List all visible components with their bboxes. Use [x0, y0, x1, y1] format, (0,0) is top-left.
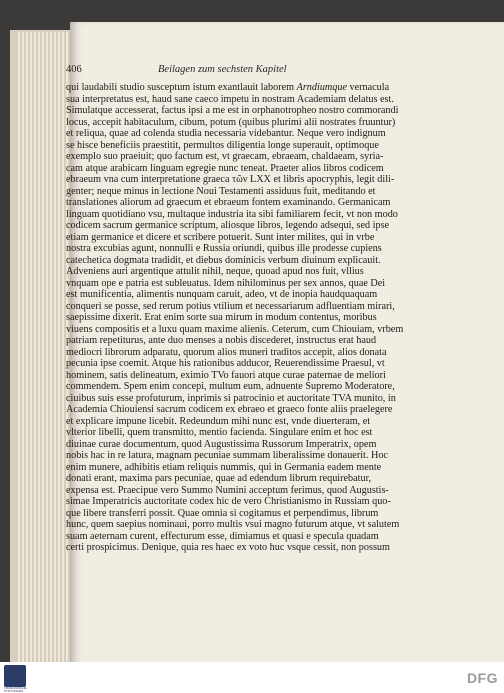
text-line: Adveniens auri argentique attulit nihil, neque, quoad apud nos fuit, vllius — [66, 266, 364, 277]
text-line: diuinae curae documentum, quod Augustissima Russorum Imperatrix, opem — [66, 438, 377, 450]
text-line: se hisce beneficiis praestitit, permultos diligentia longe superauit, optimoque — [66, 139, 379, 151]
text-line: Academia Chiouiensi sacrum codicem ex ebraeo et graeco fonte aliis praelegere — [66, 404, 393, 415]
text-line: vlterior libelli, quem transmitto, mentio facienda. Singulare enim et hoc est — [66, 427, 373, 438]
text-line: exemplo suo praeiuit; quo factum est, vt graecam, ebraeam, chaldaeam, syria- — [66, 151, 384, 162]
text-line: conqueri se posse, sed rerum potius vtilium et necessariarum adfluentiam mirari, — [66, 300, 395, 312]
text-line: pecunia ipse coemit. Atque his rationibus adducor, Reuerendissime Praesul, vt — [66, 358, 385, 369]
text-line: translationes aliorum ad graecum et ebraeum fontem examinando. Germanicam — [66, 197, 391, 208]
text-line: simae Imperatricis auctoritate codex hic de vero Christianismo in Russiam quo- — [66, 496, 391, 507]
text-line: enim munere, adhibitis etiam reliquis nummis, qui in Germania eadem mente — [66, 461, 382, 473]
text-line: catechetica dogmata tradidit, et diebus dominicis verbum diuinum explicauit. — [66, 254, 381, 266]
text-line: locus, accepit habitaculum, cibum, potum (quibus plurimi alii nostrates fruuntur) — [66, 116, 396, 128]
text-line: que libere transferri possit. Quae omnia si cogitamus et perpendimus, librum — [66, 507, 379, 519]
text-line: et reliqua, quae ad colenda studia necessaria videbantur. Neque vero indignum — [66, 128, 386, 139]
body-text — [66, 82, 428, 554]
text-line: cam atque arabicam linguam egregie nunc teneat. Praeter alios libros codicem — [66, 162, 384, 174]
text-line: linguam quotidiano vsu, multaque industria ita sibi familiarem fecit, vt non modo — [66, 208, 398, 220]
text-line: saepissime dixerit. Erat enim sorte sua mirum in modum contentus, moribus — [66, 312, 377, 323]
franckesche-stiftungen-logo — [4, 665, 32, 691]
running-head: Beilagen zum sechsten Kapitel — [158, 64, 287, 75]
dfg-logo: DFG — [466, 670, 498, 686]
viewer-footer — [0, 662, 504, 693]
text-line: hunc, quem saepius nominaui, porro multis vsui magno futurum atque, vt salutem — [66, 519, 400, 530]
text-line: sua interpretatus est, haud sane caeco impetu in nostram Academiam delatus est. — [66, 93, 394, 105]
text-line: patriam repetiturus, ante duo menses a nobis discederet, instructus erat haud — [66, 335, 377, 346]
text-line: suam aeternam curent, effecturum esse, dimiamus et quasi e specula quadam — [66, 530, 379, 542]
text-line: vnquam ope e patria est subleuatus. Idem nihilominus per sex annos, quae Dei — [66, 277, 386, 289]
text-line: ebraeum vna cum interpretatione graeca τῶν LXX et libris apocryphis, legit dili- — [66, 174, 395, 185]
text-line: qui laudabili studio susceptum istum exantlauit laborem Arndiumque vernacula — [66, 82, 390, 93]
text-line: mediocri librorum adparatu, quorum alios muneri traditos accepit, alios donata — [66, 346, 387, 358]
logo-emblem-icon — [4, 665, 26, 687]
text-line: nostra excubias agunt, nonnulli e Russia oriundi, quibus ille prodesse cupiens — [66, 243, 382, 254]
text-line: nobis hac in re latura, magnam pecuniae summam liberalissime donauerit. Hoc — [66, 450, 388, 461]
page-number: 406 — [66, 64, 82, 75]
text-line: donati erant, maxima pars pecuniae, quae ad edendum librum requirebatur, — [66, 473, 372, 484]
text-line: expensa est. Praecipue vero Summo Numini acceptum ferimus, quod Augustis- — [66, 484, 389, 496]
text-line: et explicare impune licebit. Redeundum mihi nunc est, vnde diuerteram, et — [66, 415, 371, 427]
text-line: Simulatque accesserat, factus ipsi a me est in orphanotropheo nostro commorandi — [66, 105, 399, 116]
text-line: certi prospicimus. Denique, quia res haec ex voto huc vsque cessit, non possum — [66, 542, 390, 553]
text-line: etiam germanice et dicere et scribere potuerit. Sunt inter milites, qui in vrbe — [66, 231, 375, 243]
text-line: commendem. Spem enim concepi, multum eum, adnuente Supremo Moderatore, — [66, 381, 395, 392]
page-edges — [18, 32, 71, 662]
text-line: viuens compositis et a luxu quam maxime alienis. Ceterum, cum Chiouiam, vrbem — [66, 323, 404, 335]
logo-text: FRANCKESCHE STIFTUNGEN — [4, 686, 27, 693]
text-line: est munificentia, alimentis nunquam caruit, adeo, vt de inopia haudquaquam — [66, 289, 378, 300]
text-line: genter; neque minus in lectione Noui Testamenti assiduus fuit, meditando et — [66, 185, 376, 197]
text-line: codicem sacrum germanice scriptum, aliosque libros, legendo adsequi, sed ipse — [66, 220, 390, 231]
text-line: ciuibus suis esse profuturum, inprimis si patrocinio et auctoritate TVA munito, in — [66, 392, 396, 404]
text-line: hominem, satis delineatum, eximio TVo fauori atque curae paternae de meliori — [66, 369, 386, 381]
